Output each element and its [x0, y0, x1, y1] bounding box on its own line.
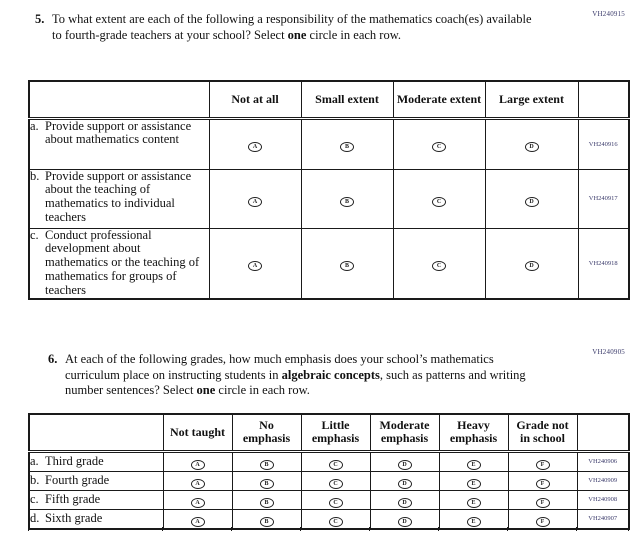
q5-a-large-extent-cell [485, 118, 578, 169]
q6-b-little-emphasis-cell [301, 471, 370, 490]
answer-bubble[interactable]: C [329, 479, 343, 489]
q5-question-text [52, 12, 540, 43]
q5-b-large-extent-cell [485, 169, 578, 228]
answer-bubble[interactable]: F [536, 460, 550, 470]
q5-table [28, 80, 630, 300]
q5-row-a-label-cell [29, 118, 209, 169]
q6-col-moderate-emphasis: Moderate emphasis [370, 414, 439, 451]
q6-table [28, 413, 630, 530]
q6-a-no-emphasis-cell [232, 451, 301, 471]
q6-item-code: VH240905 [592, 348, 625, 356]
q5-code-col-header [578, 81, 629, 118]
q5-question-number: 5. [35, 12, 45, 26]
answer-bubble[interactable]: C [432, 261, 446, 271]
row-label: Fifth grade [45, 492, 101, 507]
answer-bubble[interactable]: D [398, 498, 412, 508]
q6-c-little-emphasis-cell [301, 490, 370, 509]
q6-d-grade-not-in-school-cell [508, 509, 577, 529]
q6-c-grade-not-in-school-cell [508, 490, 577, 509]
q6-table-cropped-next-row [28, 527, 630, 531]
q6-col-grade-not-in-school: Grade not in school [508, 414, 577, 451]
q6-b-moderate-emphasis-cell [370, 471, 439, 490]
q6-stub-header [29, 414, 163, 451]
row-letter: a. [30, 454, 39, 469]
q6-b-heavy-emphasis-cell [439, 471, 508, 490]
q6-d-heavy-emphasis-cell [439, 509, 508, 529]
table-row [29, 228, 629, 299]
q6-a-not-taught-cell [163, 451, 232, 471]
q6-question-text [65, 352, 530, 399]
row-label: Sixth grade [45, 511, 103, 526]
q6-a-grade-not-in-school-cell [508, 451, 577, 471]
q5-c-not-at-all-cell [209, 228, 301, 299]
q6-a-moderate-emphasis-cell [370, 451, 439, 471]
row-letter: a. [30, 118, 39, 133]
q6-d-moderate-emphasis-cell [370, 509, 439, 529]
q5-b-not-at-all-cell [209, 169, 301, 228]
row-label: Conduct professional development about mathematics or the teaching of mathematics for groups of teachers [45, 227, 200, 297]
answer-bubble[interactable]: B [260, 460, 274, 470]
answer-bubble[interactable]: D [398, 460, 412, 470]
q6-c-no-emphasis-cell [232, 490, 301, 509]
row-label: Provide support or assistance about the teaching of mathematics to individual teachers [45, 168, 192, 224]
q6-row-c-label-cell [29, 490, 163, 509]
q5-row-b-label-cell [29, 169, 209, 228]
answer-bubble[interactable]: D [398, 517, 412, 527]
answer-bubble[interactable]: D [525, 261, 539, 271]
q6-text-part: At each of the following grades, how much emphasis does your school’s mathematics curriculum place on instructing students in [65, 352, 494, 382]
answer-bubble[interactable]: D [398, 479, 412, 489]
q6-col-heavy-emphasis: Heavy emphasis [439, 414, 508, 451]
item-code: VH240916 [578, 118, 629, 169]
answer-bubble[interactable]: C [329, 460, 343, 470]
answer-bubble[interactable]: B [260, 517, 274, 527]
q5-c-small-extent-cell [301, 228, 393, 299]
row-letter: b. [30, 473, 40, 488]
table-row [29, 118, 629, 169]
q6-a-heavy-emphasis-cell [439, 451, 508, 471]
q6-d-little-emphasis-cell [301, 509, 370, 529]
answer-bubble[interactable]: B [340, 261, 354, 271]
table-row [29, 169, 629, 228]
q5-a-not-at-all-cell [209, 118, 301, 169]
answer-bubble[interactable]: B [340, 142, 354, 152]
answer-bubble[interactable]: C [432, 142, 446, 152]
row-label: Provide support or assistance about mathematics content [45, 118, 192, 147]
answer-bubble[interactable]: A [191, 498, 205, 508]
item-code: VH240906 [577, 451, 629, 471]
answer-bubble[interactable]: B [260, 479, 274, 489]
table-row [29, 471, 629, 490]
q5-a-moderate-extent-cell [393, 118, 485, 169]
item-code: VH240908 [577, 490, 629, 509]
q6-b-not-taught-cell [163, 471, 232, 490]
q6-b-grade-not-in-school-cell [508, 471, 577, 490]
q5-a-small-extent-cell [301, 118, 393, 169]
q5-question [35, 12, 540, 43]
answer-bubble[interactable]: D [525, 142, 539, 152]
q5-b-small-extent-cell [301, 169, 393, 228]
q5-item-code: VH240915 [592, 10, 625, 18]
answer-bubble[interactable]: A [248, 261, 262, 271]
q6-col-little-emphasis: Little emphasis [301, 414, 370, 451]
q5-col-moderate-extent: Moderate extent [393, 81, 485, 118]
q5-c-large-extent-cell [485, 228, 578, 299]
table-row [29, 451, 629, 471]
q5-text-part: circle in each row. [306, 27, 402, 42]
q6-question [48, 352, 530, 399]
q5-b-moderate-extent-cell [393, 169, 485, 228]
q6-a-little-emphasis-cell [301, 451, 370, 471]
answer-bubble[interactable]: F [536, 517, 550, 527]
q6-row-b-label-cell [29, 471, 163, 490]
item-code: VH240907 [577, 509, 629, 529]
table-row [29, 509, 629, 529]
q6-bold-one: one [196, 383, 216, 397]
q6-c-not-taught-cell [163, 490, 232, 509]
q5-bold-one: one [287, 27, 307, 42]
q6-c-heavy-emphasis-cell [439, 490, 508, 509]
q6-row-d-label-cell [29, 509, 163, 529]
answer-bubble[interactable]: E [467, 479, 481, 489]
answer-bubble[interactable]: F [536, 498, 550, 508]
answer-bubble[interactable]: C [329, 498, 343, 508]
q6-text-part: circle in each row. [215, 383, 310, 397]
q6-text-part: , such as patterns and writing number sentences? Select [65, 367, 526, 397]
q5-row-c-label-cell [29, 228, 209, 299]
answer-bubble[interactable]: B [340, 197, 354, 207]
row-letter: b. [30, 168, 40, 183]
answer-bubble[interactable]: F [536, 479, 550, 489]
q6-col-not-taught: Not taught [163, 414, 232, 451]
item-code: VH240917 [578, 169, 629, 228]
item-code: VH240909 [577, 471, 629, 490]
answer-bubble[interactable]: E [467, 498, 481, 508]
answer-bubble[interactable]: A [191, 460, 205, 470]
q5-col-large-extent: Large extent [485, 81, 578, 118]
q6-bold-algebraic-concepts: algebraic concepts [281, 367, 380, 382]
answer-bubble[interactable]: E [467, 517, 481, 527]
q6-code-col-header [577, 414, 629, 451]
answer-bubble[interactable]: C [432, 197, 446, 207]
q6-d-no-emphasis-cell [232, 509, 301, 529]
table-row [29, 490, 629, 509]
answer-bubble[interactable]: A [191, 517, 205, 527]
q5-c-moderate-extent-cell [393, 228, 485, 299]
item-code: VH240918 [578, 228, 629, 299]
q6-header-row [29, 414, 629, 451]
q6-question-number: 6. [48, 352, 58, 366]
q5-text-part: To what extent are each of the following a responsibility of the mathematics coach(es) available to fourth-grade teachers at your school? Select [52, 12, 532, 42]
row-label: Fourth grade [45, 473, 110, 488]
q6-d-not-taught-cell [163, 509, 232, 529]
answer-bubble[interactable]: A [248, 197, 262, 207]
answer-bubble[interactable]: E [467, 460, 481, 470]
q5-col-small-extent: Small extent [301, 81, 393, 118]
q5-stub-header [29, 81, 209, 118]
answer-bubble[interactable]: A [248, 142, 262, 152]
q6-col-no-emphasis: No emphasis [232, 414, 301, 451]
row-label: Third grade [45, 454, 104, 469]
answer-bubble[interactable]: B [260, 498, 274, 508]
q5-col-not-at-all: Not at all [209, 81, 301, 118]
q6-b-no-emphasis-cell [232, 471, 301, 490]
row-letter: c. [30, 492, 39, 507]
answer-bubble[interactable]: C [329, 517, 343, 527]
answer-bubble[interactable]: D [525, 197, 539, 207]
row-letter: c. [30, 227, 39, 242]
row-letter: d. [30, 511, 40, 526]
q6-row-a-label-cell [29, 451, 163, 471]
q5-header-row [29, 81, 629, 118]
q6-c-moderate-emphasis-cell [370, 490, 439, 509]
answer-bubble[interactable]: A [191, 479, 205, 489]
